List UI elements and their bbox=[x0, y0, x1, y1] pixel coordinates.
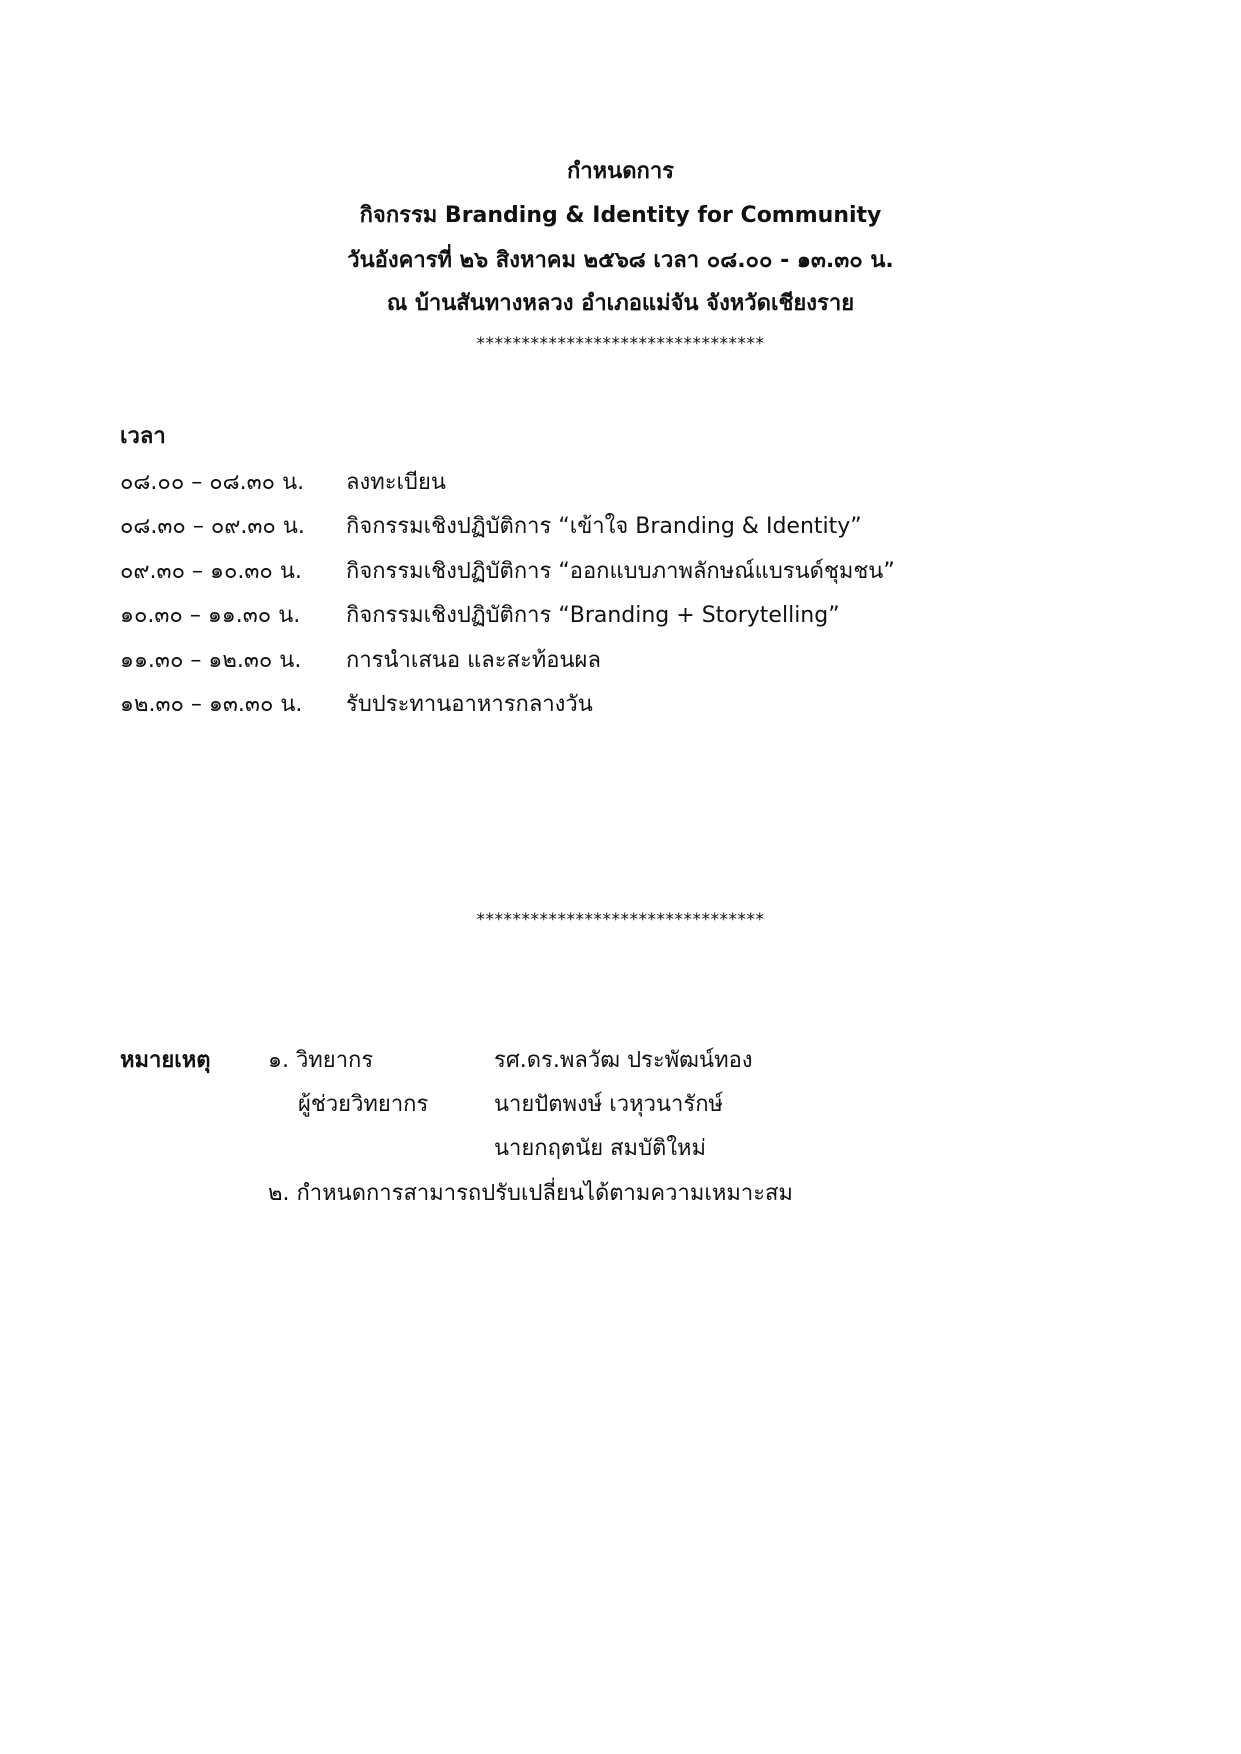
schedule-activity: กิจกรรมเชิงปฏิบัติการ “ออกแบบภาพลักษณ์แบรนด์ชุมชน” bbox=[346, 559, 895, 584]
footer-divider: ******************************** bbox=[476, 910, 765, 930]
schedule-activity: ลงทะเบียน bbox=[346, 470, 446, 495]
schedule-time: ๐๘.๐๐ – ๐๘.๓๐ น. bbox=[120, 470, 305, 495]
schedule-activity: กิจกรรมเชิงปฏิบัติการ “Branding + Storytelling” bbox=[346, 603, 840, 628]
event-date-time: วันอังคารที่ ๒๖ สิงหาคม ๒๕๖๘ เวลา ๐๘.๐๐ - ๑๓.๓๐ น. bbox=[347, 248, 894, 273]
schedule-time: ๑๑.๓๐ – ๑๒.๓๐ น. bbox=[120, 648, 302, 673]
schedule-heading: เวลา bbox=[120, 424, 166, 449]
schedule-activity: กิจกรรมเชิงปฏิบัติการ “เข้าใจ Branding & Identity” bbox=[346, 514, 862, 539]
schedule-time: ๑๒.๓๐ – ๑๓.๓๐ น. bbox=[120, 692, 303, 717]
assistant-name-1: นายปัตพงษ์ เวหุวนารักษ์ bbox=[494, 1092, 724, 1117]
header-divider: ******************************** bbox=[476, 334, 765, 354]
assistant-name-2: นายกฤตนัย สมบัติใหม่ bbox=[494, 1136, 707, 1161]
schedule-activity: รับประทานอาหารกลางวัน bbox=[346, 692, 593, 717]
notes-title: หมายเหตุ bbox=[120, 1048, 211, 1073]
event-location: ณ บ้านสันทางหลวง อำเภอแม่จัน จังหวัดเชียงราย bbox=[386, 291, 855, 316]
speaker-label: ๑. วิทยากร bbox=[268, 1048, 374, 1073]
schedule-change-note: ๒. กำหนดการสามารถปรับเปลี่ยนได้ตามความเหมาะสม bbox=[268, 1181, 793, 1206]
schedule-time: ๐๘.๓๐ – ๐๙.๓๐ น. bbox=[120, 514, 305, 539]
event-name: กิจกรรม Branding & Identity for Community bbox=[359, 203, 882, 228]
schedule-activity: การนำเสนอ และสะท้อนผล bbox=[346, 648, 601, 673]
assistant-label: ผู้ช่วยวิทยากร bbox=[298, 1092, 429, 1117]
schedule-time: ๑๐.๓๐ – ๑๑.๓๐ น. bbox=[120, 603, 301, 628]
document-title: กำหนดการ bbox=[567, 159, 674, 184]
schedule-time: ๐๙.๓๐ – ๑๐.๓๐ น. bbox=[120, 559, 302, 584]
speaker-name: รศ.ดร.พลวัฒ ประพัฒน์ทอง bbox=[494, 1048, 753, 1073]
